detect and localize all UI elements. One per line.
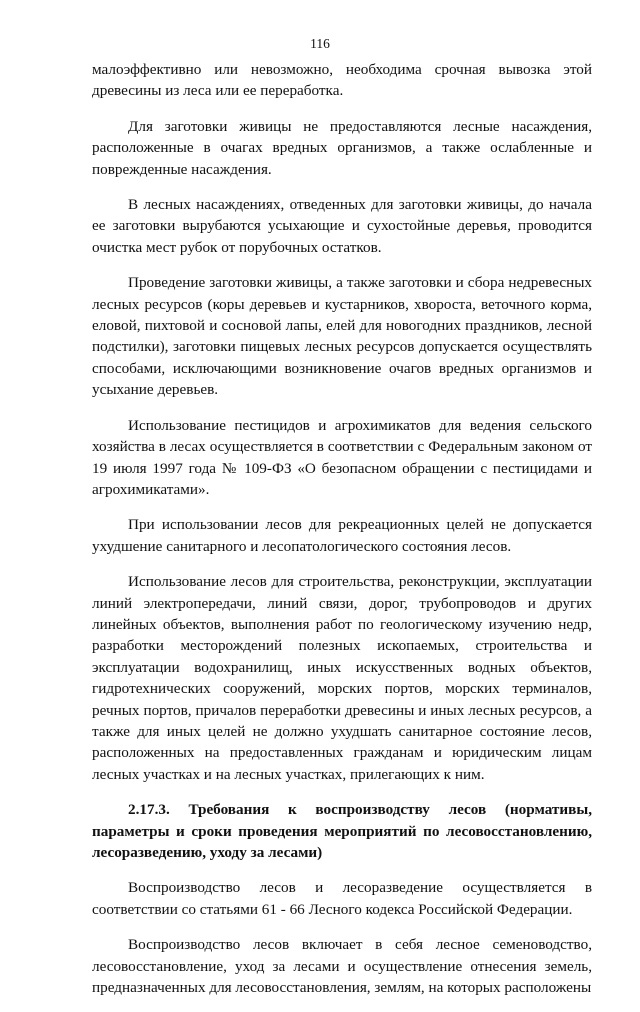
paragraph-continuation: малоэффективно или невозможно, необходима срочная вывозка этой древесины из леса или ее переработка.: [92, 61, 592, 100]
paragraph-recreation: При использовании лесов для рекреационных целей не допускается ухудшение санитарного и лесопатологического состояния лесов.: [92, 516, 592, 555]
document-body: [92, 59, 592, 1012]
paragraph-resin-clearing: В лесных насаждениях, отведенных для заготовки живицы, до начала ее заготовки вырубаются усыхающие и сухостойные деревья, проводится очистка мест рубок от порубочных остатков.: [92, 196, 592, 256]
paragraph-pesticides: Использование пестицидов и агрохимикатов для ведения сельского хозяйства в лесах осуществляется в соответствии с Федеральным законом от 19 июля 1997 года № 109-ФЗ «О безопасном обращении с пестицидами и агрохимикатами».: [92, 416, 592, 498]
paragraph-reproduction-basis: Воспроизводство лесов и лесоразведение осуществляется в соответствии со статьями 61 - 66 Лесного кодекса Российской Федерации.: [92, 879, 592, 918]
section-heading: 2.17.3. Требования к воспроизводству лесов (нормативы, параметры и сроки проведения мероприятий по лесовосстановлению, лесоразведению, уходу за лесами): [92, 801, 592, 861]
paragraph-non-timber-resources: Проведение заготовки живицы, а также заготовки и сбора недревесных лесных ресурсов (коры деревьев и кустарников, хвороста, веточного корма, еловой, пихтовой и сосновой лапы, елей для новогодних праздников, лесной подстилки), заготовки пищевых лесных ресурсов допускается осуществлять способами, исключающими возникновение очагов вредных организмов и усыхание деревьев.: [92, 274, 592, 399]
paragraph-reproduction-includes: Воспроизводство лесов включает в себя лесное семеноводство, лесовосстановление, уход за лесами и осуществление отнесения земель, предназначенных для лесовосстановления, землям, на которых расположены: [92, 936, 592, 997]
paragraph-construction-use: Использование лесов для строительства, реконструкции, эксплуатации линий электропередачи, линий связи, дорог, трубопроводов и других линейных объектов, выполнения работ по геологическому изучению недр, разработки месторождений полезных ископаемых, строительства и эксплуатации водохранилищ, иных искусственных водных объектов, гидротехнических сооружений, морских портов, морских терминалов, речных портов, причалов переработки древесины и иных лесных ресурсов, а также для иных целей не должно ухудшать санитарное состояние лесов, расположенных на предоставленных гражданам и юридическим лицам лесных участках и на лесных участках, прилегающих к ним.: [92, 573, 592, 783]
page-number: 116: [310, 36, 330, 51]
paragraph-resin-stands: Для заготовки живицы не предоставляются лесные насаждения, расположенные в очагах вредных организмов, а также ослабленные и поврежденные насаждения.: [92, 117, 592, 178]
